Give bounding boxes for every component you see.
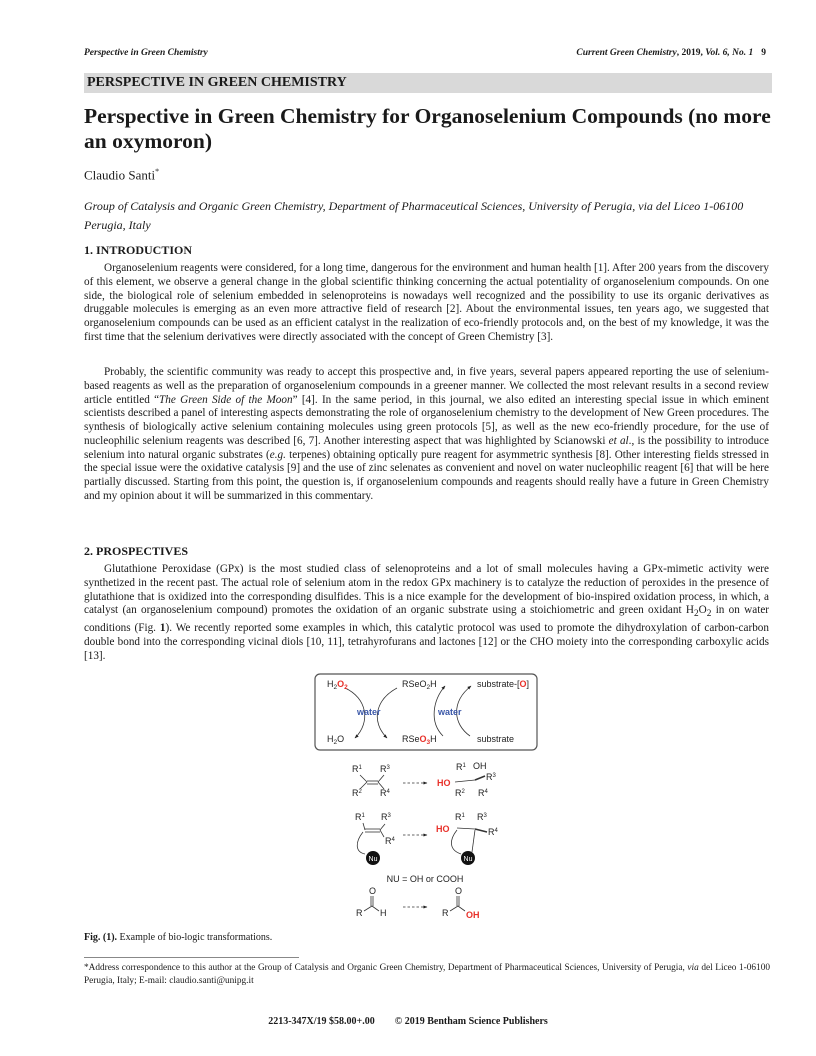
label-rseo3h: RSeO$_3$H bbox=[402, 734, 437, 746]
svg-text:R3: $R^3$ bbox=[477, 812, 487, 822]
svg-text:OH: OH bbox=[466, 910, 480, 920]
label-water-right: water bbox=[438, 707, 462, 717]
issn-price: 2213-347X/19 $58.00+.00 bbox=[268, 1016, 375, 1027]
label-substrate: substrate bbox=[477, 734, 515, 744]
svg-text:R1: $R^1$ bbox=[352, 764, 362, 774]
reaction-dihydroxylation bbox=[352, 761, 497, 798]
label-rseo2h: RSeO$_2$H bbox=[402, 679, 437, 691]
svg-text:Nu: Nu bbox=[368, 856, 378, 863]
svg-text:HO: HO bbox=[437, 778, 451, 788]
section-banner: PERSPECTIVE IN GREEN CHEMISTRY bbox=[84, 73, 772, 93]
figure-caption bbox=[84, 932, 272, 943]
nu-definition: NU = OH or COOH bbox=[386, 874, 464, 884]
cited-title: The Green Side of the Moon bbox=[159, 393, 293, 406]
journal-year: , 2019, bbox=[676, 48, 706, 58]
svg-text:R1: $R^1$ bbox=[355, 812, 365, 822]
label-h2o: $H_2O$ bbox=[327, 734, 345, 746]
figure-reference[interactable]: 1 bbox=[159, 622, 166, 635]
svg-text:R3: $R^3$ bbox=[486, 772, 496, 782]
figure-caption-text: Example of bio-logic transformations. bbox=[117, 932, 273, 943]
svg-text:R3: $R^3$ bbox=[381, 812, 391, 822]
author-name: Claudio Santi bbox=[84, 167, 156, 183]
author bbox=[84, 167, 159, 183]
svg-text:R1: $R^1$ bbox=[455, 812, 465, 822]
running-head bbox=[84, 48, 766, 58]
running-head-left: Perspective in Green Chemistry bbox=[84, 48, 208, 58]
svg-text:R4: $R^4$ bbox=[478, 788, 488, 798]
svg-text:R: R bbox=[356, 908, 363, 918]
author-footnote-mark[interactable]: * bbox=[155, 167, 160, 176]
svg-text:R2: $R^2$ bbox=[455, 788, 465, 798]
journal-name: Current Green Chemistry bbox=[576, 48, 677, 58]
affiliation: Group of Catalysis and Organic Green Chemistry, Department of Pharmaceutical Sciences, University of Perugia, via del Liceo 1-06100 Perugia, Italy bbox=[84, 199, 744, 232]
footnote-divider bbox=[84, 957, 299, 958]
svg-text:R4: $R^4$ bbox=[488, 827, 498, 837]
figure-1-scheme bbox=[305, 672, 545, 922]
label-water-left: water bbox=[357, 707, 381, 717]
svg-text:HO: HO bbox=[436, 824, 450, 834]
svg-text:R4: $R^4$ bbox=[380, 788, 390, 798]
article-title: Perspective in Green Chemistry for Organoselenium Compounds (no more an oxymoron) bbox=[84, 104, 771, 153]
svg-text:R: R bbox=[442, 908, 449, 918]
label-substrate-oxidized: substrate-[O] bbox=[477, 679, 530, 689]
svg-text:OH: OH bbox=[473, 761, 487, 771]
svg-text:R4: $R^4$ bbox=[385, 836, 395, 846]
page-number: 9 bbox=[761, 48, 766, 58]
copyright: © 2019 Bentham Science Publishers bbox=[394, 1016, 548, 1027]
section-heading-introduction: 1. INTRODUCTION bbox=[84, 243, 193, 257]
journal-volume: Vol. 6, No. 1 bbox=[705, 48, 754, 58]
running-head-right bbox=[576, 48, 766, 58]
svg-text:R3: $R^3$ bbox=[380, 764, 390, 774]
svg-text:H: H bbox=[380, 908, 387, 918]
section-heading-prospectives: 2. PROSPECTIVES bbox=[84, 544, 189, 558]
intro-paragraph-2: Probably, the scientific community was ready to accept this prospective and, in five years, several papers appeared reporting the use of selenium-based reagents as well as the preparation of organoselenium compounds in a greener manner. We collected the most relevant results in a second review article entitled “The Green Side of the Moon” [4]. In the same period, in this journal, we also edited an interesting special issue in which eminent scientists described a panel of interesting aspects demonstrating the role of organoselenium chemistry to the development of New Green procedures. The synthesis of biologically active selenium containing molecules using green protocols [5], as well as the new eco-friendly procedure, for the use of nucleophilic selenium reagents was described [6, 7]. Another interesting aspect that was highlighted by Scianowski et al., is the possibility to introduce selenium into natural organic substrates (e.g. terpenes) obtaining optically pure reagent for asymmetric synthesis [8]. Other interesting fields stressed in the special issue were the oxidative catalysis [9] and the use of zinc selenates as convenient and novel on water nucleophilic reagent [6] that will be here partially discussed. Starting from this point, the question is, if organoselenium compounds and reagents should really have a future in Green Chemistry and my opinion about it will be summarized in this commentary. bbox=[84, 366, 769, 502]
correspondence-footnote: *Address correspondence to this author at the Group of Catalysis and Organic Green Chemistry, Department of Pharmaceutical Sciences, University of Perugia, via del Liceo 1-06100 Perugia, Italy; E-mail: claudio.santi@unipg.it bbox=[84, 963, 771, 986]
svg-text:O: O bbox=[455, 886, 463, 896]
reaction-cyclization bbox=[355, 812, 499, 865]
svg-text:R2: $R^2$ bbox=[352, 788, 362, 798]
svg-text:Nu: Nu bbox=[463, 856, 473, 863]
figure-label: Fig. (1). bbox=[84, 932, 118, 943]
reaction-aldehyde-oxidation bbox=[356, 886, 480, 920]
publisher-line bbox=[0, 1016, 816, 1027]
label-h2o2: $H_2O_2$ bbox=[327, 679, 348, 691]
svg-text:O: O bbox=[369, 886, 377, 896]
intro-paragraph-1: Organoselenium reagents were considered, for a long time, dangerous for the environment and human health [1]. After 200 years from the discovery of this element, we observe a general change in the global scientific thinking concerning the actual potentiality of organoselenium compounds. On one side, the biological role of selenium embedded in selenoproteins is nowadays well recognized and the possibility to use its organic derivatives as druggable molecules is emerging as an even more attractive field of research [2]. About the environmental issues, ten years ago, we suggested that organoselenium compounds can be used as an efficient catalyst in the realization of eco-friendly protocols and, on the best of my knowledge, it was the first time that the selenium derivatives were directly associated with the concept of Green Chemistry [3]. bbox=[84, 262, 769, 343]
prospectives-paragraph-1: Glutathione Peroxidase (GPx) is the most studied class of selenoproteins and a lot of small molecules having a GPx-mimetic activity were synthetized in the recent past. The actual role of selenium atom in the redox GPx machinery is to catalyze the reduction of peroxides in the presence of glutathione that is oxidized into the corresponding disulfides. This is a nice example for the development of bio-inspired oxidation process, in which, a catalyst (an organoselenium compound) promotes the oxidation of an organic substrate using a stoichiometric and green oxidant $H_2O_2$ in on water conditions (Fig. 1). We recently reported some examples in which, this catalytic protocol was used to promote the dihydroxylation of carbon-carbon double bond into the corresponding vicinal diols [10, 11], tetrahyrofurans and lactones [12] or the CHO moiety into the corresponding carboxylic acids [13]. bbox=[84, 563, 770, 662]
svg-text:R1: $R^1$ bbox=[456, 762, 466, 772]
